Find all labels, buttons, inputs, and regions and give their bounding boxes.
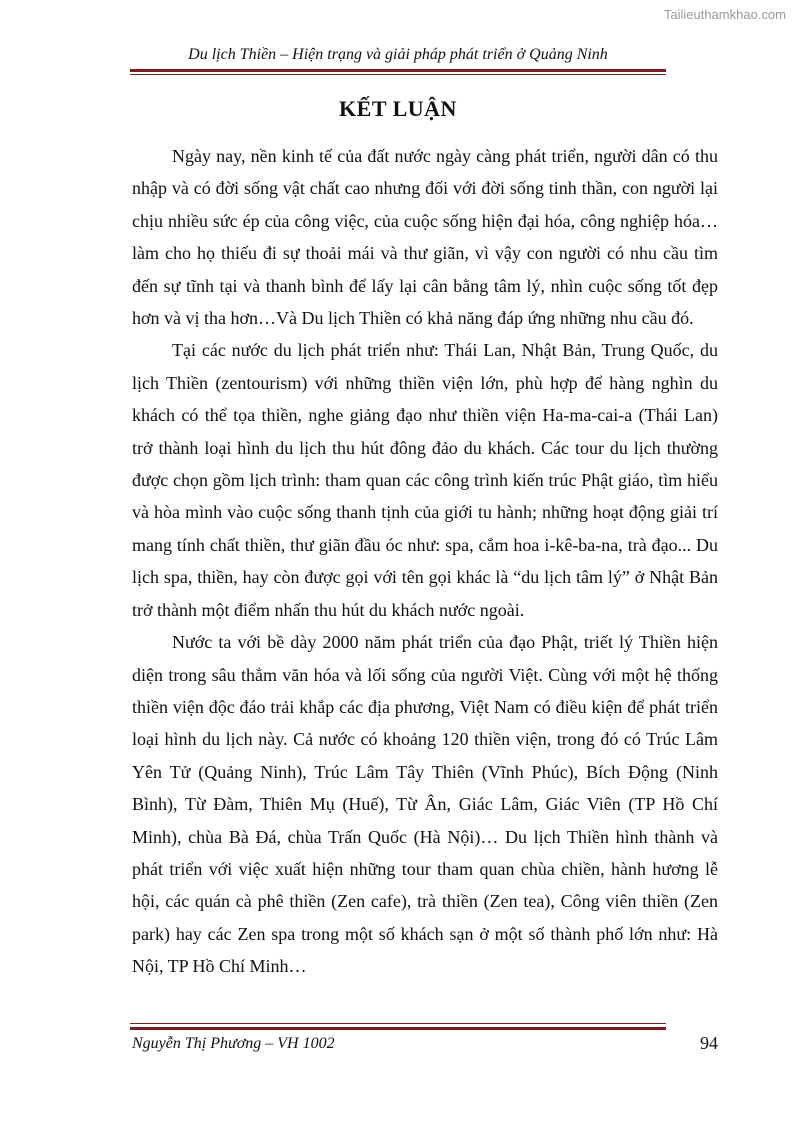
paragraph-2: Tại các nước du lịch phát triển như: Thái Lan, Nhật Bản, Trung Quốc, du lịch Thiền (zentourism) với những thiền viện lớn, phù hợp để hàng nghìn du khách có thể tọa thiền, nghe giảng đạo như thiền viện Ha-ma-cai-a (Thái Lan) trở thành loại hình du lịch thu hút đông đảo du khách. Các tour du lịch thường được chọn gồm lịch trình: tham quan các công trình kiến trúc Phật giáo, tìm hiểu và hòa mình vào cuộc sống thanh tịnh của giới tu hành; những hoạt động giải trí mang tính chất thiền, thư giãn đầu óc như: spa, cắm hoa i-kê-ba-na, trà đạo... Du lịch spa, thiền, hay còn được gọi với tên gọi khác là “du lịch tâm lý” ở Nhật Bản trở thành một điểm nhấn thu hút du khách nước ngoài. <box>132 340 718 620</box>
footer-author: Nguyễn Thị Phương – VH 1002 <box>132 1035 335 1052</box>
body-text <box>132 140 718 983</box>
paragraph-3: Nước ta với bề dày 2000 năm phát triển của đạo Phật, triết lý Thiền hiện diện trong sâu thẳm văn hóa và lối sống của người Việt. Cùng với một hệ thống thiền viện độc đáo trải khắp các địa phương, Việt Nam có điều kiện để phát triển loại hình du lịch này. Cả nước có khoảng 120 thiền viện, trong đó có Trúc Lâm Yên Tử (Quảng Ninh), Trúc Lâm Tây Thiên (Vĩnh Phúc), Bích Động (Ninh Bình), Từ Đàm, Thiên Mụ (Huế), Từ Ân, Giác Lâm, Giác Viên (TP Hồ Chí Minh), chùa Bà Đá, chùa Trấn Quốc (Hà Nội)… Du lịch Thiền hình thành và phát triển với việc xuất hiện những tour tham quan chùa chiền, hành hương lễ hội, các quán cà phê thiền (Zen cafe), trà thiền (Zen tea), Công viên thiền (Zen park) hay các Zen spa trong một số khách sạn ở một số thành phố lớn như: Hà Nội, TP Hồ Chí Minh… <box>132 632 718 977</box>
page-number: 94 <box>700 1033 718 1053</box>
header-rule-thin <box>130 74 666 75</box>
section-title: KẾT LUẬN <box>339 96 457 121</box>
footer-rule-thin <box>130 1023 666 1024</box>
footer-rule-thick <box>130 1027 666 1030</box>
running-header: Du lịch Thiền – Hiện trạng và giải pháp phát triển ở Quảng Ninh <box>188 46 608 63</box>
watermark-text: Tailieuthamkhao.com <box>663 7 786 22</box>
header-rule-thick <box>130 69 666 72</box>
paragraph-1: Ngày nay, nền kinh tế của đất nước ngày càng phát triển, người dân có thu nhập và có đời sống vật chất cao nhưng đối với đời sống tinh thần, con người lại chịu nhiều sức ép của công việc, của cuộc sống hiện đại hóa, công nghiệp hóa… làm cho họ thiếu đi sự thoải mái và thư giãn, vì vậy con người có nhu cầu tìm đến sự tĩnh tại và thanh bình để lấy lại cân bằng tâm lý, nhìn cuộc sống tốt đẹp hơn và vị tha hơn…Và Du lịch Thiền có khả năng đáp ứng những nhu cầu đó. <box>132 146 718 329</box>
